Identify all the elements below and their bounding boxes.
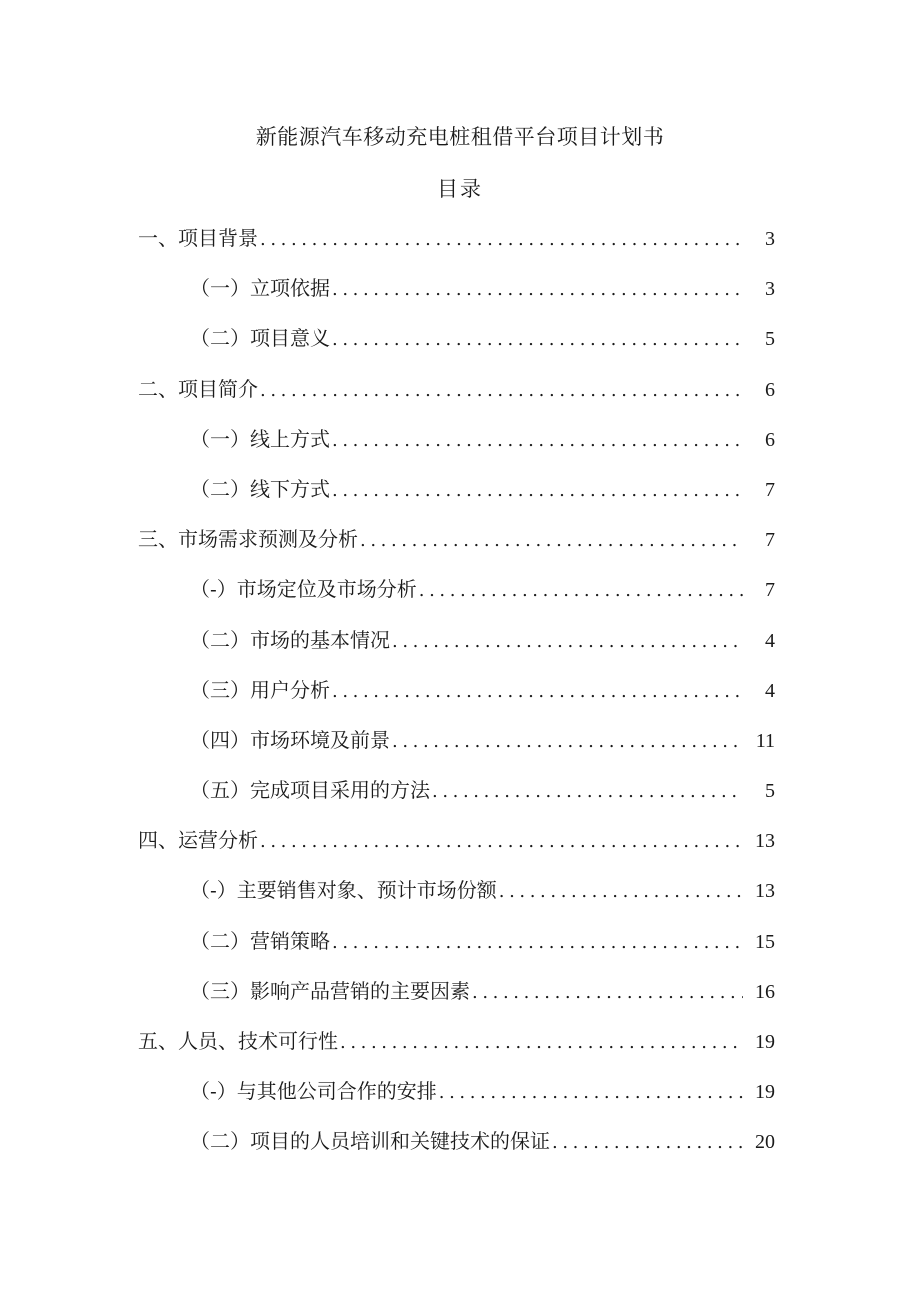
dot-leader [439,1078,743,1108]
dot-leader [392,627,743,657]
toc-entry-label: （二）项目意义 [190,326,330,351]
toc-entry-page-number: 13 [755,830,775,853]
toc-entry[interactable] [0,775,920,825]
toc-entry-page-number: 7 [765,529,775,552]
dot-leader [432,777,743,807]
toc-entry-label: （二）营销策略 [190,928,330,953]
toc-entry-page-number: 6 [765,378,775,401]
dot-leader [332,426,743,456]
toc-entry-label: 二、项目简介 [138,376,258,401]
toc-entry[interactable] [0,223,920,273]
toc-entry-page-number: 3 [765,228,775,250]
document-title: 新能源汽车移动充电桩租借平台项目计划书 [255,125,665,149]
toc-entry-page-number: 16 [755,980,775,1003]
toc-entry-label: （-）与其他公司合作的安排 [190,1079,437,1104]
dot-leader [332,928,743,958]
toc-entry-label: （-）主要销售对象、预计市场份额 [190,878,497,903]
toc-entry[interactable] [0,625,920,675]
toc-entry[interactable] [0,374,920,424]
toc-entry[interactable] [0,424,920,474]
toc-entry[interactable] [0,1026,920,1076]
dot-leader [499,877,743,907]
dot-leader [419,576,743,606]
dot-leader [332,476,743,506]
toc-entry-page-number: 4 [765,679,775,702]
dot-leader [260,827,743,857]
toc-entry-page-number: 5 [765,780,775,803]
toc-entry[interactable] [0,926,920,976]
toc-entry-label: （五）完成项目采用的方法 [190,778,430,803]
toc-entry[interactable] [0,725,920,775]
dot-leader [392,727,743,757]
toc-entry-page-number: 7 [765,579,775,602]
dot-leader [472,978,743,1008]
toc-entry-label: （二）线下方式 [190,476,330,501]
toc-entry-page-number: 19 [755,1031,775,1053]
table-of-contents [0,223,920,1177]
toc-entry[interactable] [0,825,920,875]
dot-leader [332,677,743,707]
toc-entry-page-number: 3 [765,278,775,301]
dot-leader [332,325,743,355]
toc-entry-label: 五、人员、技术可行性 [138,1029,338,1053]
toc-entry-label: （一）线上方式 [190,426,330,451]
toc-entry[interactable] [0,976,920,1026]
dot-leader [552,1128,743,1158]
toc-entry[interactable] [0,875,920,925]
toc-entry-label: （一）立项依据 [190,276,330,301]
toc-entry-page-number: 13 [755,880,775,903]
toc-entry[interactable] [0,474,920,524]
toc-entry-label: （三）影响产品营销的主要因素 [190,978,470,1003]
toc-entry-page-number: 7 [765,478,775,501]
toc-heading: 目录 [437,177,483,201]
dot-leader [332,275,743,305]
toc-entry-label: （二）项目的人员培训和关键技术的保证 [190,1129,550,1154]
toc-entry[interactable] [0,574,920,624]
toc-entry-label: （二）市场的基本情况 [190,627,390,652]
toc-entry-page-number: 6 [765,428,775,451]
toc-entry-page-number: 20 [755,1131,775,1154]
toc-entry-page-number: 19 [755,1081,775,1104]
toc-entry[interactable] [0,273,920,323]
toc-entry[interactable] [0,1076,920,1126]
dot-leader [260,225,743,255]
toc-entry[interactable] [0,1126,920,1176]
toc-entry[interactable] [0,323,920,373]
toc-entry-label: 一、项目背景 [138,226,258,250]
toc-entry-page-number: 4 [765,629,775,652]
toc-entry-page-number: 5 [765,328,775,351]
toc-entry-label: 四、运营分析 [138,828,258,853]
dot-leader [260,376,743,406]
toc-entry-label: （三）用户分析 [190,677,330,702]
toc-entry-label: （-）市场定位及市场分析 [190,577,417,602]
toc-entry[interactable] [0,675,920,725]
dot-leader [340,1028,743,1058]
toc-entry-page-number: 11 [755,729,775,752]
toc-entry-label: （四）市场环境及前景 [190,727,390,752]
toc-entry-label: 三、市场需求预测及分析 [138,527,358,552]
dot-leader [360,526,743,556]
toc-entry-page-number: 15 [755,930,775,953]
toc-entry[interactable] [0,524,920,574]
